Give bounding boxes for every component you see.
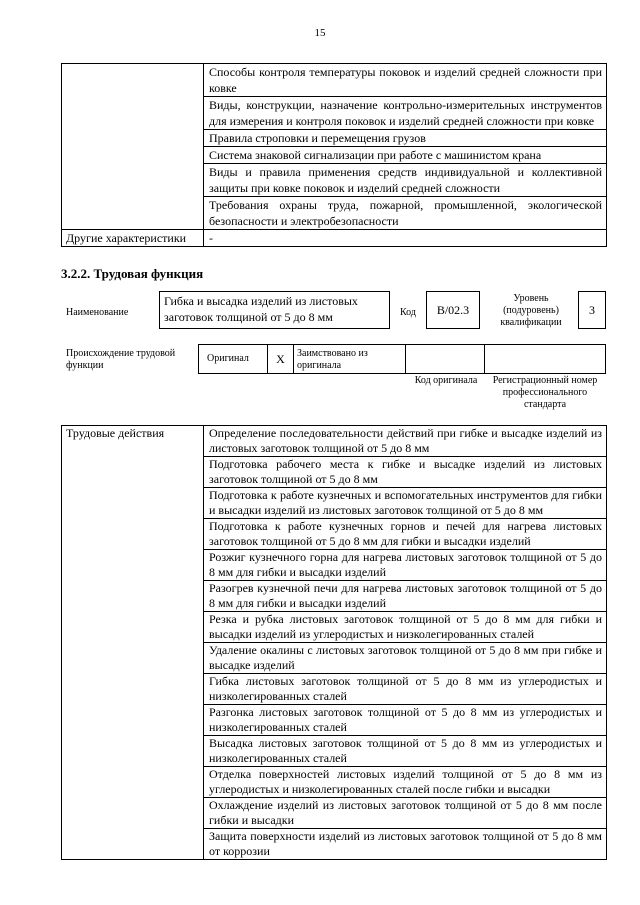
origin-label: Происхождение трудовой функции xyxy=(66,348,176,371)
original-code-box xyxy=(405,344,485,374)
table-cell: Виды, конструкции, назначение контрольно-измерительных инструментов для измерения и контроля поковок и изделий средней сложности при ковке xyxy=(204,97,607,130)
table-cell: Способы контроля температуры поковок и изделий средней сложности при ковке xyxy=(204,64,607,97)
other-characteristics-label: Другие характеристики xyxy=(62,230,204,247)
table-cell: Разогрев кузнечной печи для нагрева листовых заготовок толщиной от 5 до 8 мм для гибки и высадки изделий xyxy=(204,581,607,612)
page-number: 15 xyxy=(314,27,326,39)
other-characteristics-value: - xyxy=(204,230,607,247)
table-cell: Подготовка к работе кузнечных и вспомогательных инструментов для гибки и высадки изделий из листовых заготовок толщиной от 5 до 8 мм xyxy=(204,488,607,519)
table-cell: Высадка листовых заготовок толщиной от 5 до 8 мм из углеродистых и низколегированных сталей xyxy=(204,736,607,767)
borrowed-box: Заимствовано из оригинала xyxy=(293,344,406,374)
knowledge-table xyxy=(61,63,607,247)
table-row xyxy=(62,64,607,97)
function-name-box: Гибка и высадка изделий из листовых заготовок толщиной от 5 до 8 мм xyxy=(159,291,390,329)
table-cell: Охлаждение изделий из листовых заготовок толщиной от 5 до 8 мм после гибки и высадки xyxy=(204,798,607,829)
original-mark-box: X xyxy=(267,344,294,374)
table-cell: Подготовка рабочего места к гибке и высадке изделий из листовых заготовок толщиной от 5 до 8 мм xyxy=(204,457,607,488)
table-cell: Правила строповки и перемещения грузов xyxy=(204,130,607,147)
table-cell: Система знаковой сигнализации при работе с машинистом крана xyxy=(204,147,607,164)
table-cell: Виды и правила применения средств индивидуальной и коллективной защиты при ковке поковок и изделий средней сложности xyxy=(204,164,607,197)
table-cell: Гибка листовых заготовок толщиной от 5 до 8 мм из углеродистых и низколегированных сталей xyxy=(204,674,607,705)
level-label: Уровень (подуровень) квалификации xyxy=(500,293,562,328)
labor-actions-label: Трудовые действия xyxy=(62,426,204,860)
name-label: Наименование xyxy=(66,307,129,318)
code-box: В/02.3 xyxy=(426,291,480,329)
table-cell-empty xyxy=(62,64,204,230)
level-box: 3 xyxy=(578,291,606,329)
table-cell: Отделка поверхностей листовых изделий толщиной от 5 до 8 мм из углеродистых и низколегированных сталей после гибки и высадки xyxy=(204,767,607,798)
table-row xyxy=(62,426,607,457)
table-cell: Резка и рубка листовых заготовок толщиной от 5 до 8 мм для гибки и высадки изделий из углеродистых и низколегированных сталей xyxy=(204,612,607,643)
original-box: Оригинал xyxy=(198,344,268,374)
table-cell: Определение последовательности действий при гибке и высадке изделий из листовых заготовок толщиной от 5 до 8 мм xyxy=(204,426,607,457)
table-cell: Розжиг кузнечного горна для нагрева листовых заготовок толщиной от 5 до 8 мм для гибки и высадки изделий xyxy=(204,550,607,581)
code-label: Код xyxy=(400,307,416,318)
reg-number-box xyxy=(484,344,606,374)
table-cell: Разгонка листовых заготовок толщиной от 5 до 8 мм из углеродистых и низколегированных сталей xyxy=(204,705,607,736)
table-cell: Требования охраны труда, пожарной, промышленной, экологической безопасности и электробезопасности xyxy=(204,197,607,230)
section-heading: 3.2.2. Трудовая функция xyxy=(61,266,204,281)
origin-boxes xyxy=(198,344,606,374)
table-row xyxy=(62,230,607,247)
table-cell: Защита поверхности изделий из листовых заготовок толщиной от 5 до 8 мм от коррозии xyxy=(204,829,607,860)
table-cell: Подготовка к работе кузнечных горнов и печей для нагрева листовых заготовок толщиной от 5 до 8 мм для гибки и высадки изделий xyxy=(204,519,607,550)
table-cell: Удаление окалины с листовых заготовок толщиной от 5 до 8 мм при гибке и высадке изделий xyxy=(204,643,607,674)
reg-number-label: Регистрационный номер профессионального стандарта xyxy=(492,375,598,410)
original-code-label: Код оригинала xyxy=(414,375,478,386)
labor-actions-table xyxy=(61,425,607,860)
